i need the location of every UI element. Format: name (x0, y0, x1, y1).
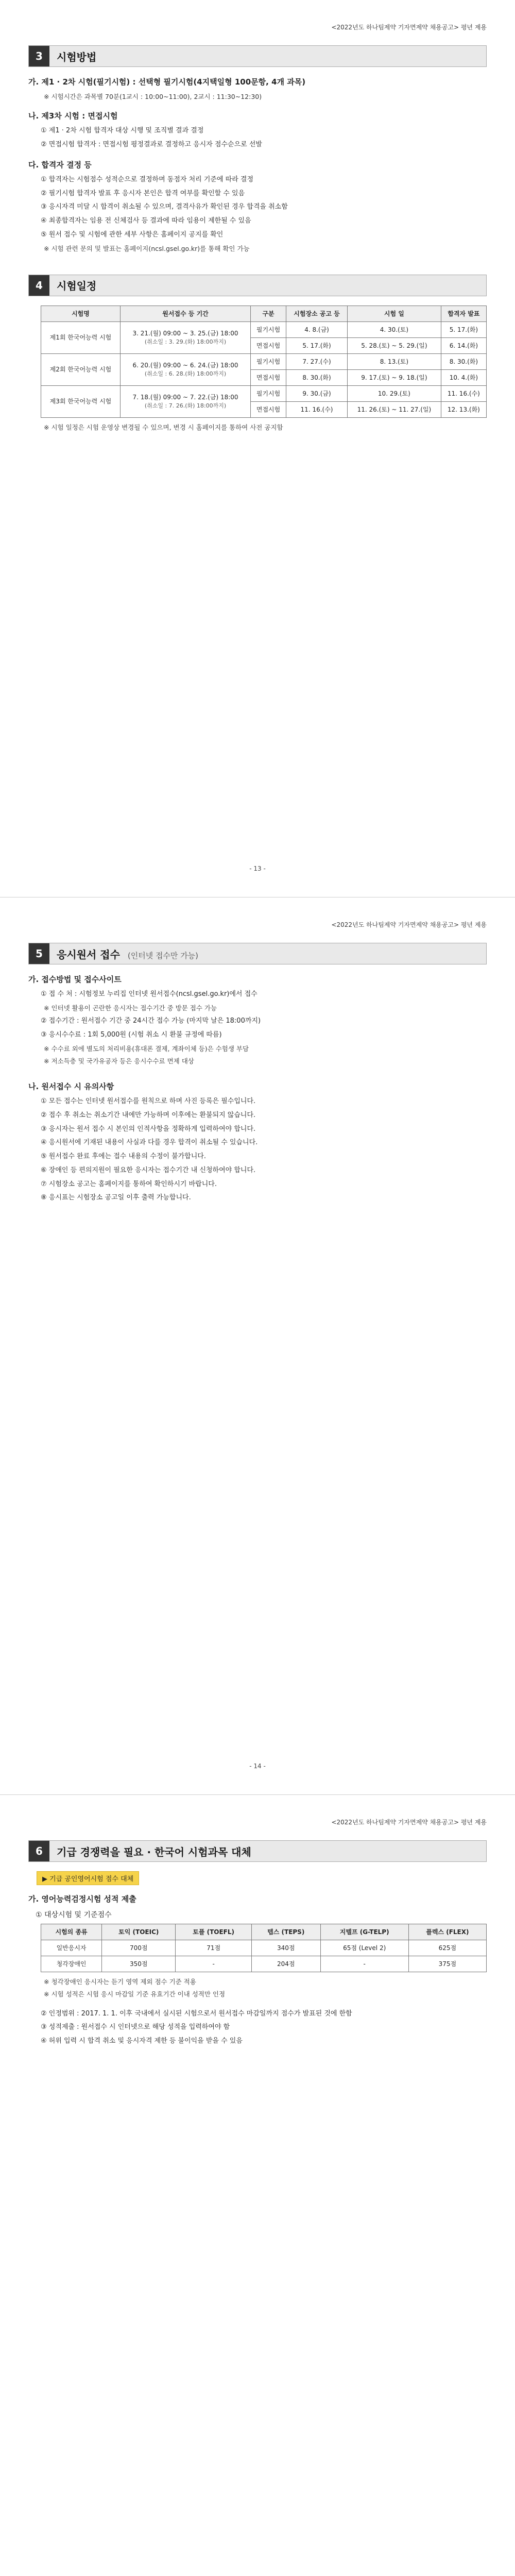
table-cell: 10. 29.(토) (348, 385, 441, 401)
paragraph: ① 합격자는 시험점수 성적순으로 결정하며 동점자 처리 기준에 따라 결정 (41, 175, 254, 183)
page-header: <2022년도 하나팀제약 기자면제약 채용공고> 평년 제용 (331, 1819, 487, 1826)
paragraph: ① 접 수 처 : 시험정보 누리집 인터넷 원서접수(ncsl.gsel.go.kr)에서 접수 (41, 990, 258, 998)
page-2 (0, 897, 515, 1795)
table-cell: 65점 (Level 2) (320, 1940, 408, 1956)
cancel-text: (취소일 : 6. 28.(화) 18:00까지) (144, 370, 227, 377)
subsection-heading: 나. 제3차 시험 : 면접시험 (28, 111, 118, 121)
section-title: 기급 경쟁력을 필요 · 한국어 시험과목 대체 (57, 1845, 251, 1858)
subsection-heading: 가. 접수방법 및 접수사이트 (28, 975, 122, 984)
table-row (41, 385, 487, 401)
note-text: ※ 시험 일정은 시험 운영상 변경될 수 있으며, 변경 시 홈페이지를 통하여 사전 공지함 (44, 423, 283, 431)
table-cell: 제3회 한국어능력 시험 (41, 385, 121, 417)
subsection-heading: 나. 원서접수 시 유의사항 (28, 1082, 114, 1091)
table-cell: 11. 16.(수) (441, 385, 486, 401)
sub-heading: ① 대상시험 및 기준점수 (36, 1911, 112, 1919)
paragraph: ③ 성적제출 : 원서접수 시 인터넷으로 해당 성적을 입력하여야 함 (41, 2023, 230, 2031)
table-cell: 4. 8.(금) (286, 321, 348, 337)
table-cell: 5. 28.(토) ~ 5. 29.(일) (348, 337, 441, 353)
table-cell: 제1회 한국어능력 시험 (41, 321, 121, 353)
section-number: 6 (29, 1841, 49, 1861)
paragraph: ⑥ 장애인 등 편의지원이 필요한 응시자는 접수기간 내 신청하여야 합니다. (41, 1166, 256, 1174)
table-cell: 8. 30.(화) (441, 353, 486, 369)
table-cell: 340점 (251, 1940, 320, 1956)
table-cell: 375점 (408, 1956, 486, 1972)
section-header-schedule (28, 275, 487, 296)
table-header: 합격자 발표 (441, 306, 486, 321)
table-cell: 청각장애인 (41, 1956, 102, 1972)
note-text: ※ 청각장애인 응시자는 듣기 영역 제외 점수 기준 적용 (44, 1978, 196, 1986)
english-score-table (41, 1924, 487, 1972)
table-header: 지텔프 (G-TELP) (320, 1924, 408, 1940)
table-cell: 11. 16.(수) (286, 401, 348, 417)
table-cell: - (176, 1956, 251, 1972)
page-1 (0, 0, 515, 897)
period-text: 6. 20.(월) 09:00 ~ 6. 24.(금) 18:00 (132, 362, 238, 369)
table-cell: 필기시험 (251, 353, 286, 369)
table-row (41, 353, 487, 369)
table-cell: 5. 17.(화) (286, 337, 348, 353)
paragraph: ⑦ 시험장소 공고는 홈페이지를 통하여 확인하시기 바랍니다. (41, 1180, 217, 1188)
table-header: 토플 (TOEFL) (176, 1924, 251, 1940)
paragraph: ② 필기시험 합격자 발표 후 응시자 본인은 합격 여부를 확인할 수 있음 (41, 189, 245, 197)
table-cell: 9. 30.(금) (286, 385, 348, 401)
section-title (57, 946, 198, 961)
paragraph: ⑤ 원서 접수 및 시험에 관한 세부 사항은 홈페이지 공지를 확인 (41, 230, 224, 239)
schedule-table-wrapper (41, 306, 487, 418)
paragraph: ④ 최종합격자는 임용 전 신체검사 등 결과에 따라 임용이 제한될 수 있음 (41, 217, 251, 225)
cancel-text: (취소일 : 7. 26.(화) 18:00까지) (144, 402, 227, 409)
table-cell: 4. 30.(토) (348, 321, 441, 337)
table-header: 시험장소 공고 등 (286, 306, 348, 321)
paragraph: ② 면접시험 합격자 : 면접시험 평정결과로 결정하고 응시자 점수순으로 선발 (41, 141, 262, 148)
paragraph: ③ 응시자는 원서 접수 시 본인의 인적사항을 정확하게 입력하여야 합니다. (41, 1125, 256, 1133)
english-table-wrapper (41, 1924, 487, 1972)
table-row (41, 1940, 487, 1956)
paragraph: ② 인정범위 : 2017. 1. 1. 이후 국내에서 실시된 시험으로서 원서접수 마감일까지 점수가 발표된 것에 한함 (41, 2009, 352, 2018)
note-text: ※ 저소득층 및 국가유공자 등은 응시수수료 면제 대상 (44, 1057, 194, 1065)
paragraph: ③ 응시수수료 : 1회 5,000원 (시험 취소 시 환불 규정에 따름) (41, 1030, 222, 1039)
table-cell: 필기시험 (251, 321, 286, 337)
page-3 (0, 1795, 515, 2576)
subsection-heading: 가. 제1 · 2차 시험(필기시험) : 선택형 필기시험(4지택일형 100문항, 4개 과목) (28, 77, 306, 87)
section-header-substitution (28, 1840, 487, 1862)
table-header: 시험 일 (348, 306, 441, 321)
table-cell (120, 321, 250, 353)
note-text: ※ 시험시간은 과목별 70분(1교시 : 10:00~11:00), 2교시 : 11:30~12:30) (44, 93, 262, 100)
subsection-heading: 가. 영어능력검정시험 성적 제출 (28, 1894, 136, 1904)
page-number: - 13 - (249, 865, 266, 872)
section-subtitle: (인터넷 접수만 가능) (127, 951, 199, 960)
table-row (41, 321, 487, 337)
table-cell: - (320, 1956, 408, 1972)
table-cell: 10. 4.(화) (441, 369, 486, 385)
table-header: 토익 (TOEIC) (102, 1924, 176, 1940)
paragraph: ② 접수 후 취소는 취소기간 내에만 가능하며 이후에는 환불되지 않습니다. (41, 1111, 256, 1119)
page-number: - 14 - (249, 1762, 266, 1770)
cancel-text: (취소일 : 3. 29.(화) 18:00까지) (144, 338, 227, 345)
subsection-heading: 다. 합격자 결정 등 (28, 160, 92, 170)
period-text: 3. 21.(월) 09:00 ~ 3. 25.(금) 18:00 (132, 330, 238, 337)
table-cell: 11. 26.(토) ~ 11. 27.(일) (348, 401, 441, 417)
section-number: 4 (29, 275, 49, 296)
table-cell: 625점 (408, 1940, 486, 1956)
table-cell: 필기시험 (251, 385, 286, 401)
table-cell: 5. 17.(화) (441, 321, 486, 337)
table-header: 시험의 종류 (41, 1924, 102, 1940)
section-number: 5 (29, 943, 49, 964)
section-title: 시험방법 (57, 50, 97, 63)
table-row (41, 1956, 487, 1972)
paragraph: ② 접수기간 : 원서접수 기간 중 24시간 접수 가능 (마지막 날은 18:00까지) (41, 1017, 261, 1025)
table-cell: 350점 (102, 1956, 176, 1972)
table-header: 플렉스 (FLEX) (408, 1924, 486, 1940)
table-cell: 면접시험 (251, 369, 286, 385)
section-header-exam-method (28, 45, 487, 67)
table-cell: 204점 (251, 1956, 320, 1972)
table-cell: 9. 17.(토) ~ 9. 18.(일) (348, 369, 441, 385)
table-cell: 8. 13.(토) (348, 353, 441, 369)
section-number: 3 (29, 46, 49, 66)
table-cell: 700점 (102, 1940, 176, 1956)
paragraph: ① 제1 · 2차 시험 합격자 대상 시행 및 조직별 결과 결정 (41, 127, 204, 135)
table-header: 구분 (251, 306, 286, 321)
table-cell: 6. 14.(화) (441, 337, 486, 353)
note-text: ※ 시험 관련 문의 및 발표는 홈페이지(ncsl.gsel.go.kr)를 통해 확인 가능 (44, 244, 250, 252)
table-cell (120, 385, 250, 417)
period-text: 7. 18.(월) 09:00 ~ 7. 22.(금) 18:00 (132, 394, 238, 401)
table-cell (120, 353, 250, 385)
paragraph: ⑧ 응시표는 시험장소 공고일 이후 출력 가능합니다. (41, 1194, 191, 1202)
section-header-application (28, 943, 487, 964)
table-cell: 7. 27.(수) (286, 353, 348, 369)
table-cell: 제2회 한국어능력 시험 (41, 353, 121, 385)
page-header: <2022년도 하나팀제약 기자면제약 채용공고> 평년 제용 (331, 921, 487, 928)
note-text: ※ 시험 성적은 시험 응시 마감일 기준 유효기간 이내 성적만 인정 (44, 1990, 226, 1998)
table-cell: 면접시험 (251, 401, 286, 417)
paragraph: ⑤ 원서접수 완료 후에는 접수 내용의 수정이 불가합니다. (41, 1153, 206, 1160)
table-cell: 71점 (176, 1940, 251, 1956)
paragraph: ④ 응시원서에 기재된 내용이 사실과 다를 경우 합격이 취소될 수 있습니다. (41, 1139, 258, 1147)
table-header: 원서접수 등 기간 (120, 306, 250, 321)
paragraph: ④ 허위 입력 시 합격 취소 및 응시자격 제한 등 불이익을 받을 수 있음 (41, 2037, 243, 2045)
section-title: 시험일정 (57, 280, 97, 293)
table-cell: 8. 30.(화) (286, 369, 348, 385)
note-text: ※ 인터넷 활용이 곤란한 응시자는 접수기간 중 방문 접수 가능 (44, 1004, 217, 1012)
note-text: ※ 수수료 외에 별도의 처리비용(휴대폰 결제, 계좌이체 등)은 수험생 부담 (44, 1044, 249, 1053)
section-title-text: 응시원서 접수 (57, 948, 120, 961)
table-header: 시험명 (41, 306, 121, 321)
page-header: <2022년도 하나팀제약 기자면제약 채용공고> 평년 제용 (331, 24, 487, 31)
table-cell: 12. 13.(화) (441, 401, 486, 417)
schedule-table (41, 306, 487, 418)
paragraph: ① 모든 접수는 인터넷 원서접수를 원칙으로 하며 사진 등록은 필수입니다. (41, 1097, 256, 1105)
table-header: 텝스 (TEPS) (251, 1924, 320, 1940)
paragraph: ③ 응시자격 미달 시 합격이 취소될 수 있으며, 결격사유가 확인된 경우 합격을 취소함 (41, 203, 288, 211)
english-score-tag: ▶ 기급 공인영어시험 점수 대체 (37, 1871, 139, 1885)
table-cell: 면접시험 (251, 337, 286, 353)
table-cell: 일반응시자 (41, 1940, 102, 1956)
